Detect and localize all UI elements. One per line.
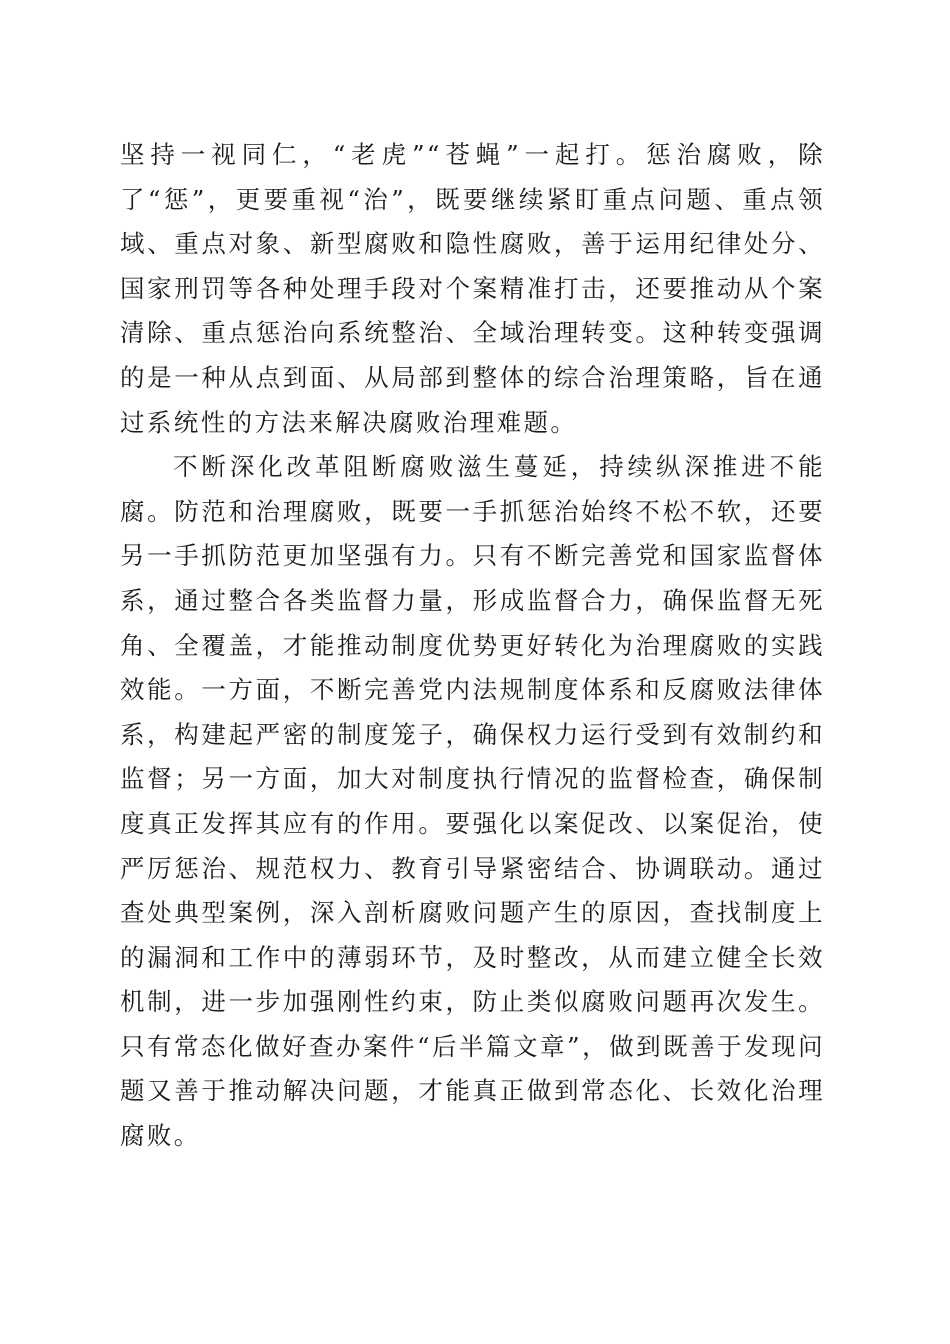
paragraph-2: 不断深化改革阻断腐败滋生蔓延，持续纵深推进不能腐。防范和治理腐败，既要一手抓惩治始终不松不软，还要另一手抓防范更加坚强有力。只有不断完善党和国家监督体系，通过整合各类监督力量，形成监督合力，确保监督无死角、全覆盖，才能推动制度优势更好转化为治理腐败的实践效能。一方面，不断完善党内法规制度体系和反腐败法律体系，构建起严密的制度笼子，确保权力运行受到有效制约和监督；另一方面，加大对制度执行情况的监督检查，确保制度真正发挥其应有的作用。要强化以案促改、以案促治，使严厉惩治、规范权力、教育引导紧密结合、协调联动。通过查处典型案例，深入剖析腐败问题产生的原因，查找制度上的漏洞和工作中的薄弱环节，及时整改，从而建立健全长效机制，进一步加强刚性约束，防止类似腐败问题再次发生。只有常态化做好查办案件“后半篇文章”，做到既善于发现问题又善于推动解决问题，才能真正做到常态化、长效化治理腐败。 — [120, 452, 825, 1151]
paragraph-1: 坚持一视同仁，“老虎”“苍蝇”一起打。惩治腐败，除了“惩”，更要重视“治”，既要继续紧盯重点问题、重点领域、重点对象、新型腐败和隐性腐败，善于运用纪律处分、国家刑罚等各种处理手段对个案精准打击，还要推动从个案清除、重点惩治向系统整治、全域治理转变。这种转变强调的是一种从点到面、从局部到整体的综合治理策略，旨在通过系统性的方法来解决腐败治理难题。 — [120, 140, 825, 437]
document-body — [120, 133, 825, 1159]
